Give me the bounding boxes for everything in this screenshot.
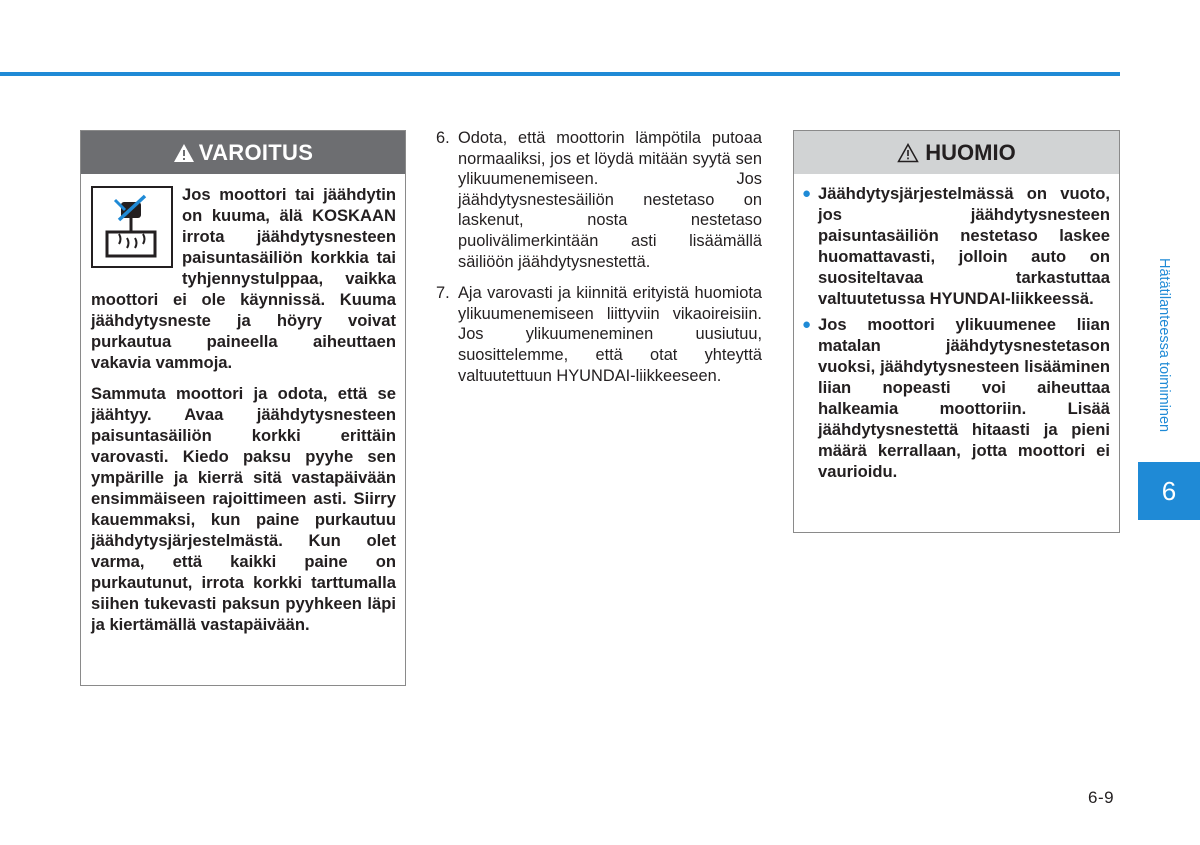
list-item: [436, 128, 762, 272]
caution-body: [794, 174, 1119, 482]
bullet-icon: ●: [802, 185, 812, 202]
caution-title: HUOMIO: [925, 139, 1016, 165]
caution-header: [794, 131, 1119, 174]
page-number: 6-9: [1088, 788, 1115, 807]
warning-triangle-icon: [173, 143, 195, 163]
step-number: 7.: [436, 284, 450, 303]
warning-paragraph-1: Jos moottori tai jäähdytin on kuuma, älä KOSKAAN irrota jäähdytysnesteen paisuntasäiliön korkkia tai tyhjennystulppaa, vaikka moottori ei ole käynnissä. Kuuma jäähdytysneste ja höyry voivat purkautua paineella aiheuttaen vakavia vammoja.: [91, 185, 396, 372]
bullet-icon: ●: [802, 316, 812, 333]
chapter-side-label: Hätätilanteessa toimiminen: [1156, 258, 1172, 433]
step-text: Odota, että moottorin lämpötila putoaa normaaliksi, jos et löydä mitään syytä sen ylikuumenemiseen. Jos jäähdytysnestesäiliön nestetaso on laskenut, nosta nestetaso puolivälimerkintään asti lisäämällä säiliöön jäähdytysnestettä.: [458, 129, 762, 271]
warning-paragraph-2: Sammuta moottori ja odota, että se jäähtyy. Avaa jäähdytysnesteen paisuntasäiliön korkki erittäin varovasti. Kiedo paksu pyyhe sen ympärille ja kierrä sitä vastapäivään ensimmäiseen rajoittimeen asti. Siirry kauemmaksi, kun paine purkautuu jäähdytysjärjestelmästä. Kun olet varma, että kaikki paine on purkautunut, irrota korkki tarttumalla siihen tukevasti paksun pyyhkeen läpi ja kiertämällä vastapäivään.: [91, 384, 396, 634]
caution-box: [793, 130, 1120, 533]
top-accent-rule: [0, 72, 1120, 76]
list-item: [802, 183, 1110, 309]
caution-bullet-text: Jäähdytysjärjestelmässä on vuoto, jos jäähdytysnesteen paisuntasäiliön nestetaso laskee huomattavasti, jolloin auto on suositeltavaa tarkastuttaa valtuutetussa HYUNDAI-liikkeessä.: [818, 184, 1110, 308]
warning-title: VAROITUS: [198, 139, 314, 165]
hot-coolant-icon: [91, 186, 173, 268]
step-text: Aja varovasti ja kiinnitä erityistä huomiota ylikuumenemiseen liittyviin vikaoireisiin. Jos ylikuumeneminen uusiutuu, suosittelemme, että otat yhteyttä valtuutettuun HYUNDAI-liikkeeseen.: [458, 284, 762, 385]
chapter-tab: 6: [1138, 462, 1200, 520]
procedure-steps: [436, 128, 762, 397]
step-number: 6.: [436, 129, 450, 147]
caution-triangle-icon: [897, 143, 919, 163]
list-item: [436, 283, 762, 386]
warning-box: [80, 130, 406, 686]
list-item: [802, 314, 1110, 482]
warning-body: [81, 174, 405, 635]
warning-header: [81, 131, 405, 174]
caution-bullet-text: Jos moottori ylikuumenee liian matalan jäähdytysnestetason vuoksi, jäähdytysnesteen lisääminen liian nopeasti voi aiheuttaa halkeamia moottoriin. Lisää jäähdytysnestettä hitaasti ja pieni määrä kerrallaan, jotta moottori ei vaurioidu.: [818, 315, 1110, 481]
